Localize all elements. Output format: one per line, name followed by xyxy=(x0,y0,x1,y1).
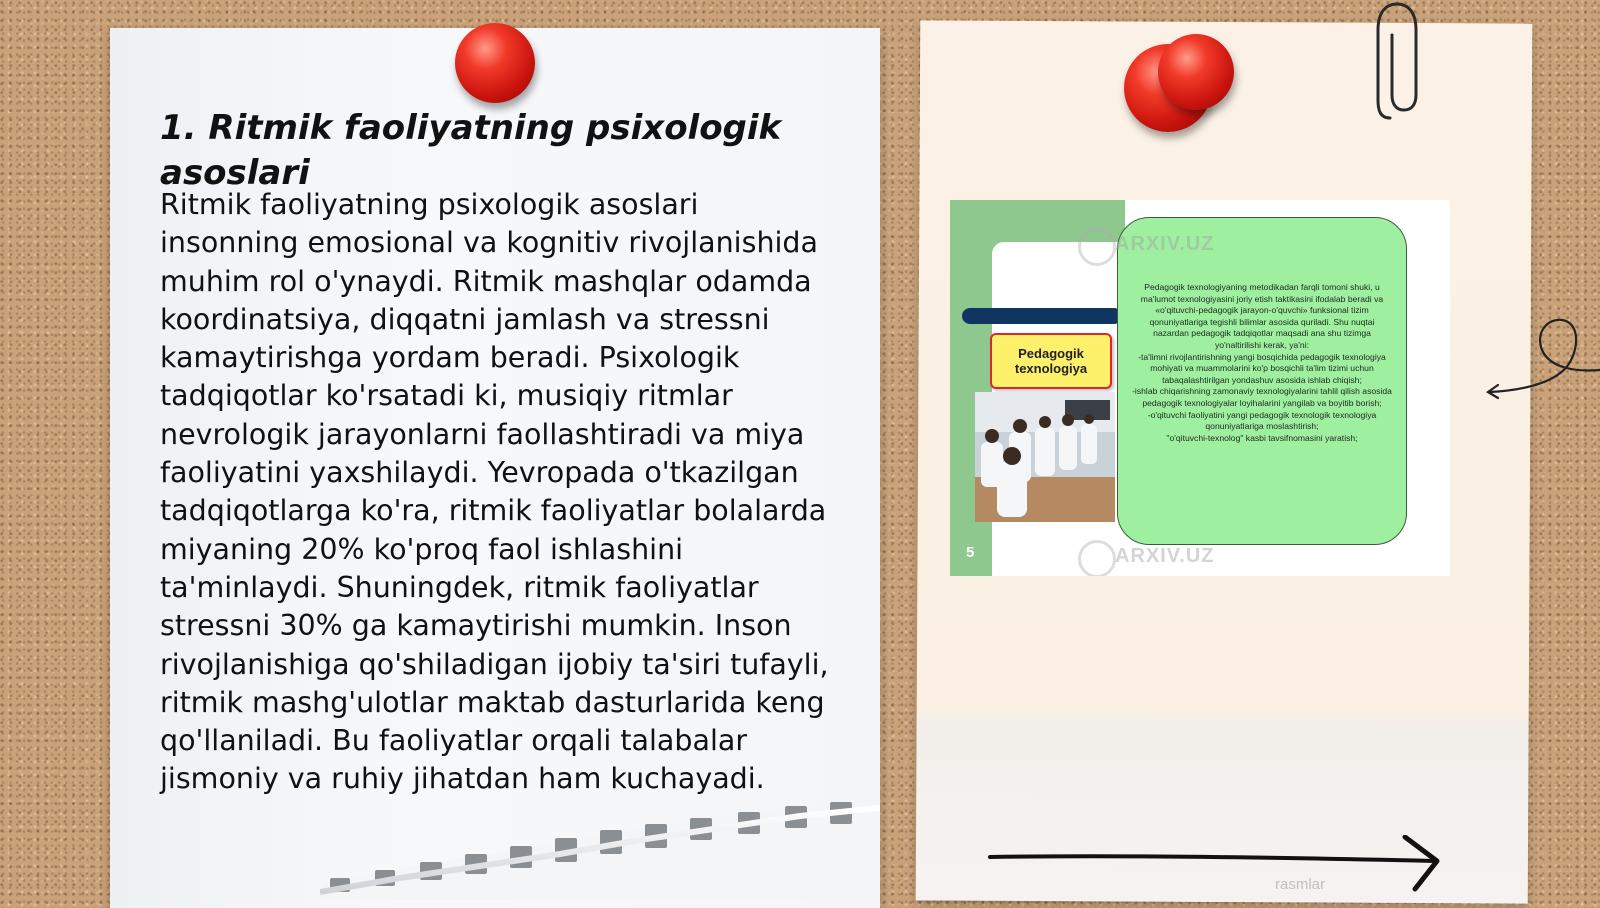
arrow-right-icon xyxy=(985,835,1455,895)
slide-page-number: 5 xyxy=(966,544,975,561)
classroom-photo xyxy=(975,392,1115,522)
slide-navy-bar xyxy=(962,308,1122,324)
slide-text-bubble: Pedagogik texnologiyaning metodikadan farqli tomoni shuki, u ma'lumot texnologiyasini joriy etish taktikasini ifodalab beradi va «o'qituvchi-pedagogik jarayon-o'quvchi» funksional tizim qonuniyatlariga tegishli bilimlar asosida quriladi. Shu nuqtai nazardan pedagogik tadqiqotlar maqsadi ana shu tizimga yo'naltirilishi kerak, ya'ni: -ta'limni rivojlantirishning yangi bosqichida pedagogik texnologiya mohiyati va muammolarini ko'p bosqichli ta'lim tizimi uchun tabaqalashtirilgan yondashuv asosida ishlab chiqish; -ishlab chiqarishning zamonaviy texnologiyalarini tahlil qilish asosida pedagogik texnologiyalar loyihalarini yangilab va boyitib borish; -o'qituvchi faoliyatini yangi pedagogik texnologik texnologiya qonuniyatlariga moslashtirish; "o'qituvchi-texnolog" kasbi tavsifnomasini yaratish; xyxy=(1117,217,1407,545)
watermark-logo-icon xyxy=(1078,228,1116,266)
watermark-logo-icon xyxy=(1078,540,1116,576)
embedded-slide-image xyxy=(950,200,1450,576)
image-credit-text: rasmlar xyxy=(1275,876,1326,893)
push-pin-icon xyxy=(1158,34,1234,110)
slide-label-line2: texnologiya xyxy=(1014,361,1088,376)
push-pin-icon xyxy=(455,23,535,103)
paper-clip-icon xyxy=(1372,0,1422,130)
slide-label-box xyxy=(990,333,1112,389)
watermark-text: ARXIV.UZ xyxy=(1115,233,1215,255)
curly-arrow-doodle-icon xyxy=(1480,310,1600,410)
slide-label-line1: Pedagogik xyxy=(1018,346,1084,361)
watermark-text: ARXIV.UZ xyxy=(1115,545,1215,567)
slide-title: 1. Ritmik faoliyatning psixologik asoslari xyxy=(160,108,782,193)
slide-body-text: Ritmik faoliyatning psixologik asoslari insonning emosional va kognitiv rivojlanishida muhim rol o'ynaydi. Ritmik mashqlar odamda koordinatsiya, diqqatni jamlash va stressni kamaytirishga yordam beradi. Psixologik tadqiqotlar ko'rsatadi ki, musiqiy ritmlar nevrologik jarayonlarni faollashtiradi va miya faoliyatini yaxshilaydi. Yevropada o'tkazilgan tadqiqotlarga ko'ra, ritmik faoliyatlar bolalarda miyaning 20% ko'proq faol ishlashini ta'minlaydi. Shuningdek, ritmik faoliyatlar stressni 30% ga kamaytirishi mumkin. Inson rivojlanishiga qo'shiladigan ijobiy ta'siri tufayli, ritmik mashg'ulotlar maktab dasturlarida keng qo'llaniladi. Bu faoliyatlar orqali talabalar jismoniy va ruhiy jihatdan ham kuchayadi. xyxy=(160,188,829,796)
